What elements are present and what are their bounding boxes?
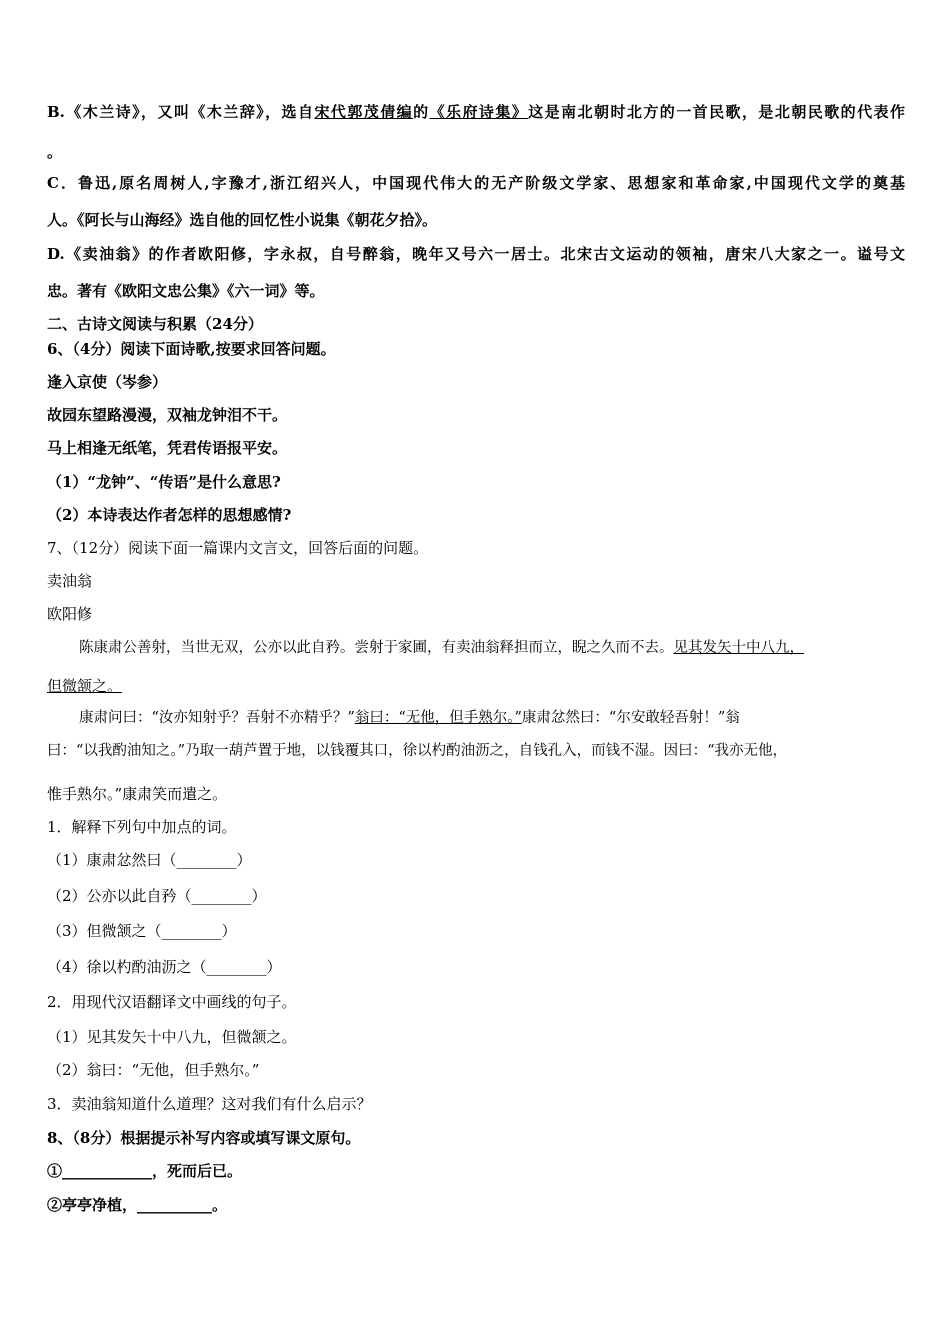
- q7-title: 7、（12分）阅读下面一篇课内文言文，回答后面的问题。: [47, 539, 429, 557]
- section-heading: 二、古诗文阅读与积累（24分）: [47, 315, 263, 333]
- q7-sub: （2）翁曰：“无他，但手熟尔。”: [47, 1061, 260, 1079]
- option-b-end: 。: [47, 143, 63, 161]
- paragraph-2-line2: 曰：“以我酌油知之。”乃取一葫芦置于地，以钱覆其口，徐以杓酌油沥之，自钱孔入，而钱不湿。因曰：“我亦无他，: [47, 743, 787, 759]
- q6-sub2: （2）本诗表达作者怎样的思想感情?: [47, 506, 292, 524]
- q8-title: 8、（8分）根据提示补写内容或填写课文原句。: [47, 1129, 361, 1147]
- poem-line: 故园东望路漫漫，双袖龙钟泪不干。: [47, 406, 288, 424]
- q7-sub: 1．解释下列句中加点的词。: [47, 818, 237, 836]
- q7-sub: （1）见其发矢十中八九，但微颔之。: [47, 1028, 297, 1046]
- paragraph-2-line3: 惟手熟尔。”康肃笑而遣之。: [47, 785, 228, 803]
- poem-title: 逢入京使（岑参）: [47, 373, 168, 391]
- q7-sub: （1）康肃忿然曰（________）: [47, 851, 252, 869]
- paragraph-1: 陈康肃公善射，当世无双，公亦以此自矜。尝射于家圃，有卖油翁释担而立，睨之久而不去。见其发矢十中八九，: [79, 640, 804, 656]
- paragraph-2: 康肃问曰：“汝亦知射乎？吾射不亦精乎？”翁曰：“无他，但手熟尔。”康肃忿然曰：“尔安敢轻吾射！”翁: [79, 710, 740, 726]
- q7-sub: 3．卖油翁知道什么道理？这对我们有什么启示？: [47, 1095, 372, 1113]
- option-d-line2: 忠。著有《欧阳文忠公集》《六一词》等。: [47, 282, 325, 300]
- q6-title: 6、（4分）阅读下面诗歌,按要求回答问题。: [47, 340, 336, 358]
- option-b: B.《木兰诗》，又叫《木兰辞》，选自宋代郭茂倩编的《乐府诗集》这是南北朝时北方的一首民歌，是北朝民歌的代表作: [47, 103, 905, 121]
- option-c-line1: C．鲁迅,原名周树人,字豫才,浙江绍兴人，中国现代伟大的无产阶级文学家、思想家和革命家,中国现代文学的奠基: [47, 174, 905, 192]
- q7-sub: （3）但微颔之（________）: [47, 922, 237, 940]
- paragraph-1-end: 但微颔之。: [47, 677, 123, 695]
- q8-item: ②亭亭净植，__________。: [47, 1196, 228, 1214]
- q7-sub: （2）公亦以此自矜（________）: [47, 887, 267, 905]
- option-d-line1: D.《卖油翁》的作者欧阳修，字永叔，自号醉翁，晚年又号六一居士。北宋古文运动的领袖，唐宋八大家之一。谥号文: [47, 245, 905, 263]
- q7-sub: （4）徐以杓酌油沥之（________）: [47, 958, 282, 976]
- q6-sub1: （1）“龙钟”、“传语”是什么意思?: [47, 473, 281, 491]
- poem-line: 马上相逢无纸笔，凭君传语报平安。: [47, 439, 288, 457]
- text-title: 卖油翁: [47, 572, 93, 590]
- text-author: 欧阳修: [47, 605, 93, 623]
- option-c-line2: 人。《阿长与山海经》选自他的回忆性小说集《朝花夕拾》。: [47, 211, 438, 229]
- q8-item: ①____________，死而后已。: [47, 1162, 243, 1180]
- q7-sub: 2．用现代汉语翻译文中画线的句子。: [47, 993, 297, 1011]
